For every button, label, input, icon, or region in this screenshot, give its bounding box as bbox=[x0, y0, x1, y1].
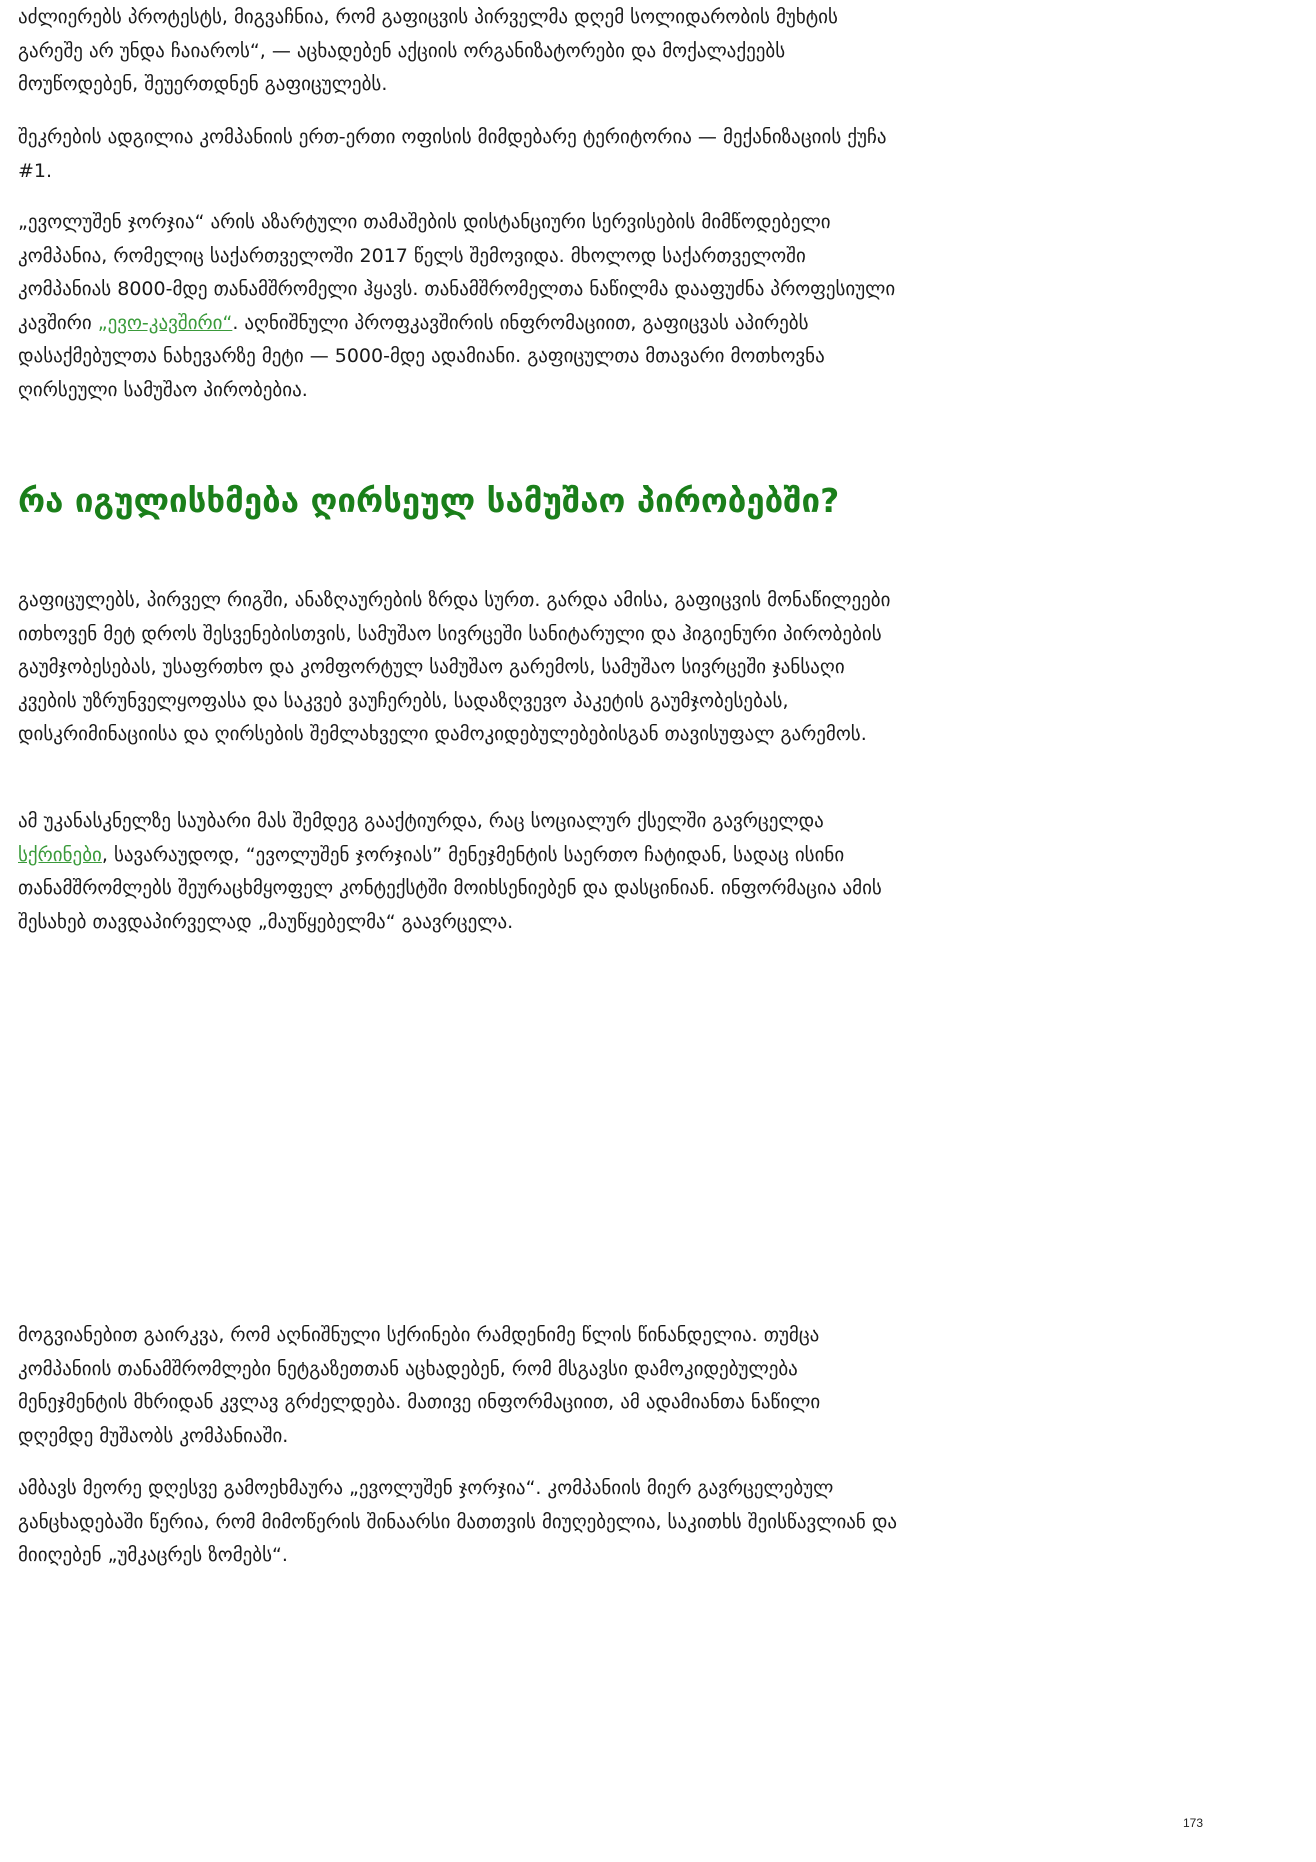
section-heading: რა იგულისხმება ღირსეულ სამუშაო პირობებში? bbox=[18, 481, 840, 520]
paragraph-company-info bbox=[18, 206, 898, 408]
paragraph-text: . აღნიშნული პროფკავშირის ინფრომაციით, გაფიცვას აპირებს დასაქმებულთა ნახევარზე მეტი — 5000-მდე ადამიანი. გაფიცულთა მთავარი მოთხოვნა ღირსეული სამუშაო პირობებია. bbox=[18, 311, 825, 401]
paragraph-company-response: ამბავს მეორე დღესვე გამოეხმაურა „ევოლუშენ ჯორჯია“. კომპანიის მიერ გავრცელებულ განცხადებაში წერია, რომ მიმოწერის შინაარსი მათთვის მიუღებელია, საკითხს შეისწავლიან და მიიღებენ „უმკაცრეს ზომებს“. bbox=[18, 1477, 898, 1567]
evo-union-link[interactable]: „ევო-კავშირი“ bbox=[97, 311, 233, 334]
paragraph-later-findings: მოგვიანებით გაირკვა, რომ აღნიშნული სქრინები რამდენიმე წლის წინანდელია. თუმცა კომპანიის თანამშრომლები ნეტგაზეთთან აცხადებენ, რომ მსგავსი დამოკიდებულება მენეჯმენტის მხრიდან კვლავ გრძელდება. მათივე ინფორმაციით, ამ ადამიანთა ნაწილი დღემდე მუშაობს კომპანიაში. bbox=[18, 1324, 821, 1447]
screenshots-link[interactable]: სქრინები bbox=[18, 843, 102, 866]
paragraph-protest-call: აძლიერებს პროტესტს, მიგვაჩნია, რომ გაფიცვის პირველმა დღემ სოლიდარობის მუხტის გარეშე არ უნდა ჩაიაროს“, — აცხადებენ აქციის ორგანიზატორები და მოქალაქეებს მოუწოდებენ, შეუერთდნენ გაფიცულებს. bbox=[18, 6, 838, 96]
paragraph-screenshots bbox=[18, 805, 898, 939]
paragraph-demands: გაფიცულებს, პირველ რიგში, ანაზღაურების ზრდა სურთ. გარდა ამისა, გაფიცვის მონაწილეები ითხოვენ მეტ დროს შესვენებისთვის, სამუშაო სივრცეში სანიტარული და ჰიგიენური პირობების გაუმჯობესებას, უსაფრთხო და კომფორტულ სამუშაო გარემოს, სამუშაო სივრცეში ჯანსაღი კვების უზრუნველყოფასა და საკვებ ვაუჩერებს, სადაზღვევო პაკეტის გაუმჯობესებას, დისკრიმინაციისა და ღირსების შემლახველი დამოკიდებულებებისგან თავისუფალ გარემოს. bbox=[18, 589, 891, 746]
page-number: 173 bbox=[1183, 1816, 1204, 1830]
paragraph-gathering-location: შეკრების ადგილია კომპანიის ერთ-ერთი ოფისის მიმდებარე ტერიტორია — მექანიზაციის ქუჩა #1. bbox=[18, 126, 887, 182]
paragraph-text: „ევოლუშენ ჯორჯია“ არის აზარტული თამაშების დისტანციური სერვისების მიმწოდებელი კომპანია, რომელიც საქართველოში 2017 წელს შემოვიდა. მხოლოდ საქართველოში კომპანიას 8000-მდე თანამშრომელი ჰყავს. თანამშრომელთა ნაწილმა დააფუძნა პროფესიული კავშირი bbox=[18, 211, 896, 334]
paragraph-text: , სავარაუდოდ, “ევოლუშენ ჯორჯიას” მენეჯმენტის საერთო ჩატიდან, სადაც ისინი თანამშრომლებს შეურაცხმყოფელ კონტექსტში მოიხსენიებენ და დასცინიან. ინფორმაცია ამის შესახებ თავდაპირველად „მაუწყებელმა“ გაავრცელა. bbox=[18, 843, 882, 933]
paragraph-text: ამ უკანასკნელზე საუბარი მას შემდეგ გააქტიურდა, რაც სოციალურ ქსელში გავრცელდა bbox=[18, 810, 824, 832]
